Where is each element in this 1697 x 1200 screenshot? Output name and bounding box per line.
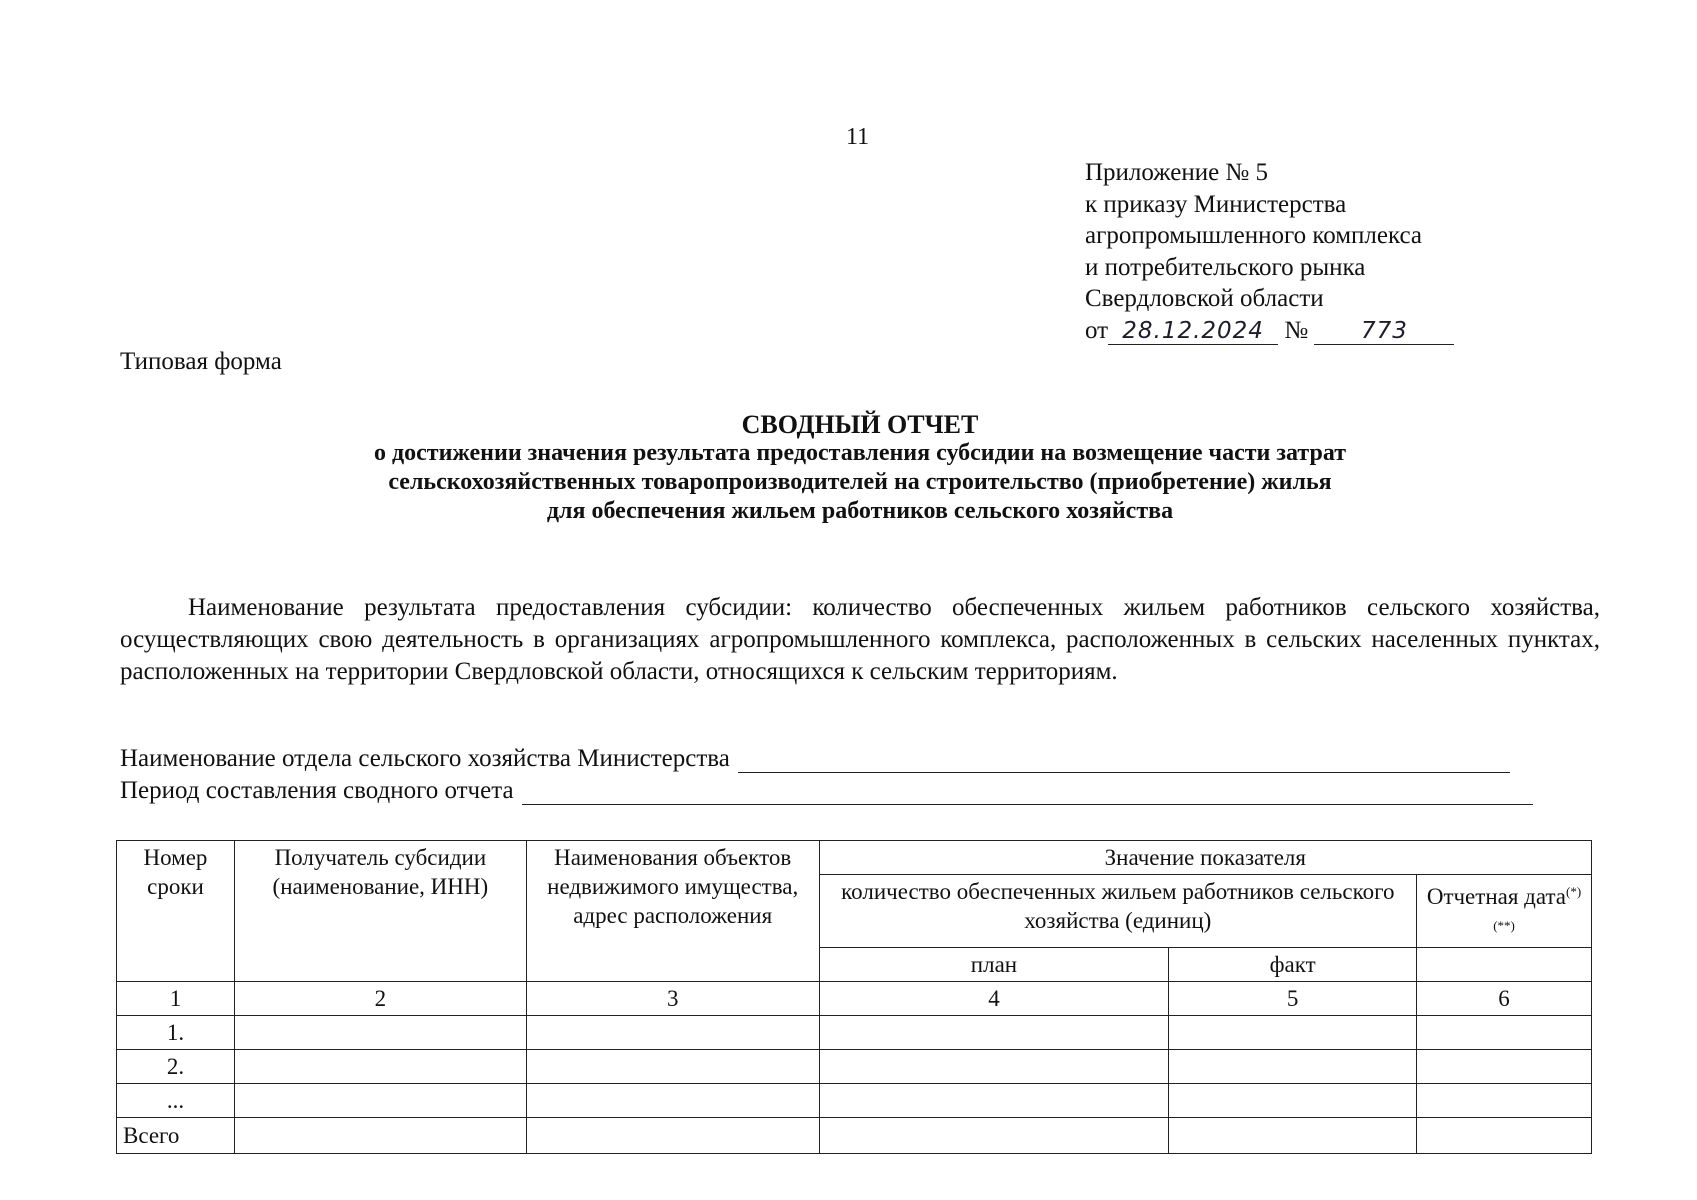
table-cell[interactable] (526, 1050, 819, 1084)
table-row (117, 1050, 1592, 1084)
table-row (117, 1084, 1592, 1118)
title-line: для обеспечения жильем работников сельского хозяйства (546, 498, 1174, 524)
table-cell[interactable] (819, 1084, 1169, 1118)
table-cell[interactable] (819, 1050, 1169, 1084)
appendix-line: Свердловской области (1085, 285, 1324, 312)
footnote-marks: (*) (**) (1493, 884, 1582, 933)
handwritten-order-date: 28.12.2024 (1108, 318, 1278, 345)
table-cell[interactable] (1169, 1084, 1417, 1118)
table-cell[interactable] (1169, 1118, 1417, 1154)
header-recipient: Получатель субсидии (наименование, ИНН) (234, 841, 526, 982)
column-number: 2 (234, 982, 526, 1016)
handwritten-order-number: 773 (1314, 318, 1454, 345)
order-date-number-line (1085, 315, 1454, 347)
table-cell[interactable] (234, 1016, 526, 1050)
table-row (117, 1016, 1592, 1050)
report-table (116, 840, 1592, 1154)
table-cell[interactable] (526, 1016, 819, 1050)
table-cell[interactable] (819, 1118, 1169, 1154)
column-number: 5 (1169, 982, 1417, 1016)
period-blank[interactable] (522, 784, 1533, 805)
row-label: 1. (117, 1016, 235, 1050)
table-cell[interactable] (234, 1118, 526, 1154)
number-prefix: № (1284, 316, 1309, 344)
table-cell[interactable] (819, 1016, 1169, 1050)
table-cell[interactable] (234, 1050, 526, 1084)
table-cell[interactable] (1417, 1084, 1592, 1118)
column-number: 1 (117, 982, 235, 1016)
row-label-total: Всего (117, 1118, 235, 1154)
header-row-number: Номер сроки (117, 841, 235, 982)
title-line: о достижении значения результата предоставления субсидии на возмещение части затрат (374, 440, 1346, 466)
document-title (200, 410, 1520, 526)
header-fact: факт (1169, 948, 1417, 982)
page-number: 11 (846, 124, 870, 150)
form-type-label: Типовая форма (120, 348, 282, 375)
header-objects: Наименования объектов недвижимого имущества, адрес расположения (526, 841, 819, 982)
table-cell[interactable] (1417, 1050, 1592, 1084)
table-cell[interactable] (1417, 1118, 1592, 1154)
period-fill-line (120, 777, 1533, 805)
column-number: 6 (1417, 982, 1592, 1016)
row-label: ... (117, 1084, 235, 1118)
table-row-total (117, 1118, 1592, 1154)
table-cell[interactable] (526, 1118, 819, 1154)
result-description: Наименование результата предоставления субсидии: количество обеспеченных жильем работников сельского хозяйства, осуществляющих свою деятельность в организациях агропромышленного комплекса, расположенных в сельских населенных пунктах, расположенных на территории Свердловской области, относящихся к сельским территориям. (120, 594, 1600, 685)
table-cell[interactable] (1417, 1016, 1592, 1050)
period-label: Период составления сводного отчета (120, 777, 514, 804)
title-line: сельскохозяйственных товаропроизводителей на строительство (приобретение) жилья (388, 469, 1332, 495)
table-cell[interactable] (1169, 1016, 1417, 1050)
column-number-row (117, 982, 1592, 1016)
header-report-date: Отчетная дата(*) (**) (1417, 875, 1592, 948)
appendix-line: к приказу Министерства (1085, 190, 1347, 218)
date-prefix: от (1085, 316, 1109, 344)
header-plan: план (819, 948, 1169, 982)
table-cell[interactable] (234, 1084, 526, 1118)
column-number: 3 (526, 982, 819, 1016)
department-fill-line (120, 745, 1510, 773)
row-label: 2. (117, 1050, 235, 1084)
header-workers-count: количество обеспеченных жильем работников сельского хозяйства (единиц) (819, 875, 1416, 948)
table-cell[interactable] (1169, 1050, 1417, 1084)
department-label: Наименование отдела сельского хозяйства Министерства (120, 745, 730, 772)
appendix-line: и потребительского рынка (1085, 253, 1366, 281)
column-number: 4 (819, 982, 1169, 1016)
appendix-line: агропромышленного комплекса (1085, 222, 1423, 249)
department-blank[interactable] (738, 752, 1510, 773)
title-main: СВОДНЫЙ ОТЧЕТ (741, 410, 979, 439)
header-indicator-value: Значение показателя (819, 841, 1591, 875)
appendix-line: Приложение № 5 (1085, 159, 1269, 186)
table-cell[interactable] (526, 1084, 819, 1118)
appendix-block (1085, 157, 1454, 346)
header-empty (1417, 948, 1592, 982)
